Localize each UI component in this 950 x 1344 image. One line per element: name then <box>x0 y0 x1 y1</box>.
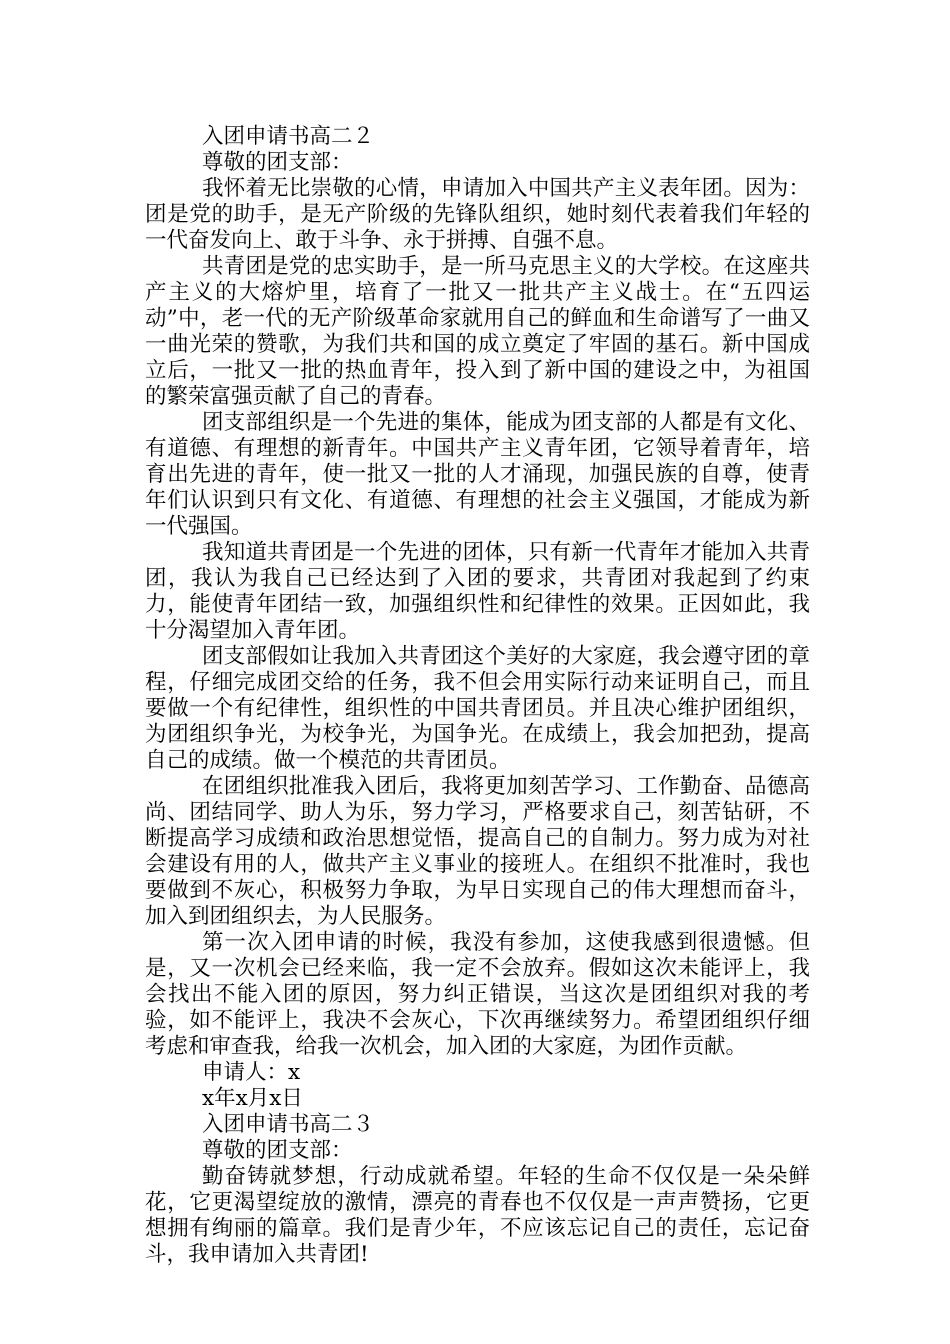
document-body <box>145 124 810 1268</box>
applicant-signature: 申请人：x <box>202 1060 301 1085</box>
paragraph: 共青团是党的忠实助手，是一所马克思主义的大学校。在这座共产主义的大熔炉里，培育了一批又一批共产主义战士。在“五四运动”中，老一代的无产阶级革命家就用自己的鲜血和生命谱写了一曲又一曲光荣的赞歌，为我们共和国的成立奠定了牢固的基石。新中国成立后，一批又一批的热血青年，投入到了新中国的建设之中，为祖国的繁荣富强贡献了自己的青春。 <box>145 254 810 409</box>
section-title: 入团申请书高二２ <box>202 124 375 149</box>
salutation: 尊敬的团支部： <box>202 150 353 175</box>
salutation: 尊敬的团支部： <box>202 1138 353 1163</box>
paragraph: 在团组织批准我入团后，我将更加刻苦学习、工作勤奋、品德高尚、团结同学、助人为乐，努力学习，严格要求自己，刻苦钻研，不断提高学习成绩和政治思想觉悟，提高自己的自制力。努力成为对社会建设有用的人，做共产主义事业的接班人。在组织不批准时，我也要做到不灰心，积极努力争取，为早日实现自己的伟大理想而奋斗，加入到团组织去，为人民服务。 <box>145 774 810 929</box>
section-title: 入团申请书高二３ <box>202 1112 375 1137</box>
paragraph: 勤奋铸就梦想，行动成就希望。年轻的生命不仅仅是一朵朵鲜花，它更渴望绽放的激情，漂亮的青春也不仅仅是一声声赞扬，它更想拥有绚丽的篇章。我们是青少年，不应该忘记自己的责任，忘记奋斗，我申请加入共青团! <box>145 1164 810 1267</box>
paragraph: 我怀着无比崇敬的心情，申请加入中国共产主义表年团。因为：团是党的助手，是无产阶级的先锋队组织，她时刻代表着我们年轻的一代奋发向上、敢于斗争、永于拼搏、自强不息。 <box>145 176 810 253</box>
paragraph: 团支部假如让我加入共青团这个美好的大家庭，我会遵守团的章程，仔细完成团交给的任务，我不但会用实际行动来证明自己，而且要做一个有纪律性，组织性的中国共青团员。并且决心维护团组织，为团组织争光，为校争光，为国争光。在成绩上，我会加把劲，提高自己的成绩。做一个模范的共青团员。 <box>145 644 810 773</box>
date-line: x年x月x日 <box>202 1086 303 1111</box>
paragraph: 第一次入团申请的时候，我没有参加，这使我感到很遗憾。但是，又一次机会已经来临，我一定不会放弃。假如这次未能评上，我会找出不能入团的原因，努力纠正错误，当这次是团组织对我的考验，如不能评上，我决不会灰心，下次再继续努力。希望团组织仔细考虑和审查我，给我一次机会，加入团的大家庭，为团作贡献。 <box>145 930 810 1059</box>
paragraph: 我知道共青团是一个先进的团体，只有新一代青年才能加入共青团，我认为我自己已经达到了入团的要求，共青团对我起到了约束力，能使青年团结一致，加强组织性和纪律性的效果。正因如此，我十分渴望加入青年团。 <box>145 540 810 643</box>
paragraph: 团支部组织是一个先进的集体，能成为团支部的人都是有文化、有道德、有理想的新青年。中国共产主义青年团，它领导着青年，培育出先进的青年，使一批又一批的人才涌现，加强民族的自尊，使青年们认识到只有文化、有道德、有理想的社会主义强国，才能成为新一代强国。 <box>145 410 810 539</box>
